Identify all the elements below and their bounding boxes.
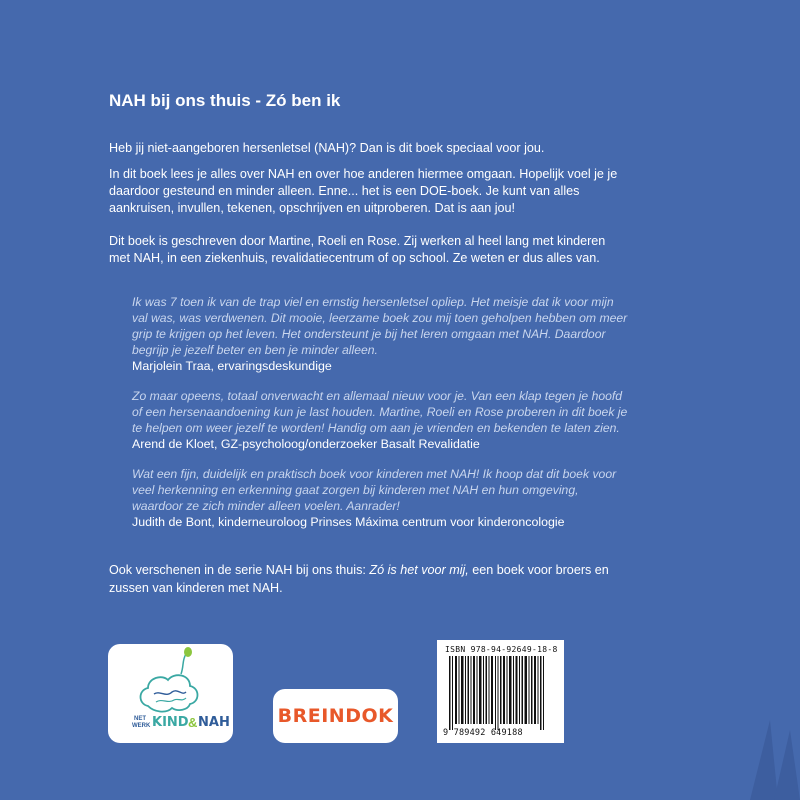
endorsement-author: Marjolein Traa, ervaringsdeskundige xyxy=(132,359,332,373)
publisher-name: BREINDOK xyxy=(277,705,394,727)
endorsements xyxy=(132,294,632,544)
isbn-barcode xyxy=(437,640,564,743)
logo-kind-text: KIND xyxy=(152,715,189,730)
endorsement-text: Ik was 7 toen ik van de trap viel en ernstig hersenletsel opliep. Het meisje dat ik voor mijn val was, was verdwenen. Dit mooie, leerzame boek zou mij toen geholpen hebben om meer grip te krijgen op het leven. Het ondersteunt je bij het leren omgaan met NAH. Daardoor begrijp je jezelf beter en ben je minder alleen. xyxy=(132,295,628,357)
series-note-lead: Ook verschenen in de serie NAH bij ons thuis: xyxy=(109,563,370,577)
logo-nah-text: NAH xyxy=(198,715,230,730)
intro-paragraph-3: Dit boek is geschreven door Martine, Roeli en Rose. Zij werken al heel lang met kinderen met NAH, in een ziekenhuis, revalidatiecentrum of op school. Ze weten er dus alles van. xyxy=(109,234,606,265)
corner-stripes-icon xyxy=(730,710,800,800)
isbn-label: ISBN 978-94-92649-18-8 xyxy=(445,645,558,654)
intro-paragraph-1: Heb jij niet-aangeboren hersenletsel (NAH)? Dan is dit boek speciaal voor jou. xyxy=(109,141,545,155)
netwerk-kind-nah-logo xyxy=(108,644,233,743)
endorsement-2 xyxy=(132,388,632,452)
logo-werk-text: WERK xyxy=(132,723,151,729)
endorsement-author: Judith de Bont, kinderneuroloog Prinses Máxima centrum voor kinderoncologie xyxy=(132,515,565,529)
series-note xyxy=(109,561,629,597)
logo-amp-text: & xyxy=(188,715,198,730)
endorsement-author: Arend de Kloet, GZ-psycholoog/onderzoeker Basalt Revalidatie xyxy=(132,437,480,451)
intro-paragraph-2: In dit boek lees je alles over NAH en over hoe anderen hiermee omgaan. Hopelijk voel je je daardoor gesteund en minder alleen. Enne... het is een DOE-boek. Je kunt van alles aankruisen, invullen, tekenen, opschrijven en uitproberen. Dat is aan jou! xyxy=(109,167,618,215)
book-title: NAH bij ons thuis - Zó ben ik xyxy=(109,91,341,110)
endorsement-3 xyxy=(132,466,632,530)
endorsement-1 xyxy=(132,294,632,374)
endorsement-text: Zo maar opeens, totaal onverwacht en allemaal nieuw voor je. Van een klap tegen je hoofd of een hersenaandoening kun je last houden. Martine, Roeli en Rose proberen in dit boek je te helpen om weer jezelf te worden! Handig om aan je vrienden en bekenden te laten zien. xyxy=(132,389,628,435)
logo-net-text: NET xyxy=(134,716,146,722)
endorsement-text: Wat een fijn, duidelijk en praktisch boek voor kinderen met NAH! Ik hoop dat dit boek voor veel herkenning en erkenning gaat zorgen bij kinderen met NAH en hun omgeving, waardoor ze zich minder alleen voelen. Aanrader! xyxy=(132,467,617,513)
breindok-logo xyxy=(273,689,398,743)
series-book-title: Zó is het voor mij, xyxy=(369,563,469,577)
barcode-digits: 9 789492 649188 xyxy=(443,728,523,738)
series-note-tail: een boek voor broers en zussen van kinderen met NAH. xyxy=(109,563,609,595)
